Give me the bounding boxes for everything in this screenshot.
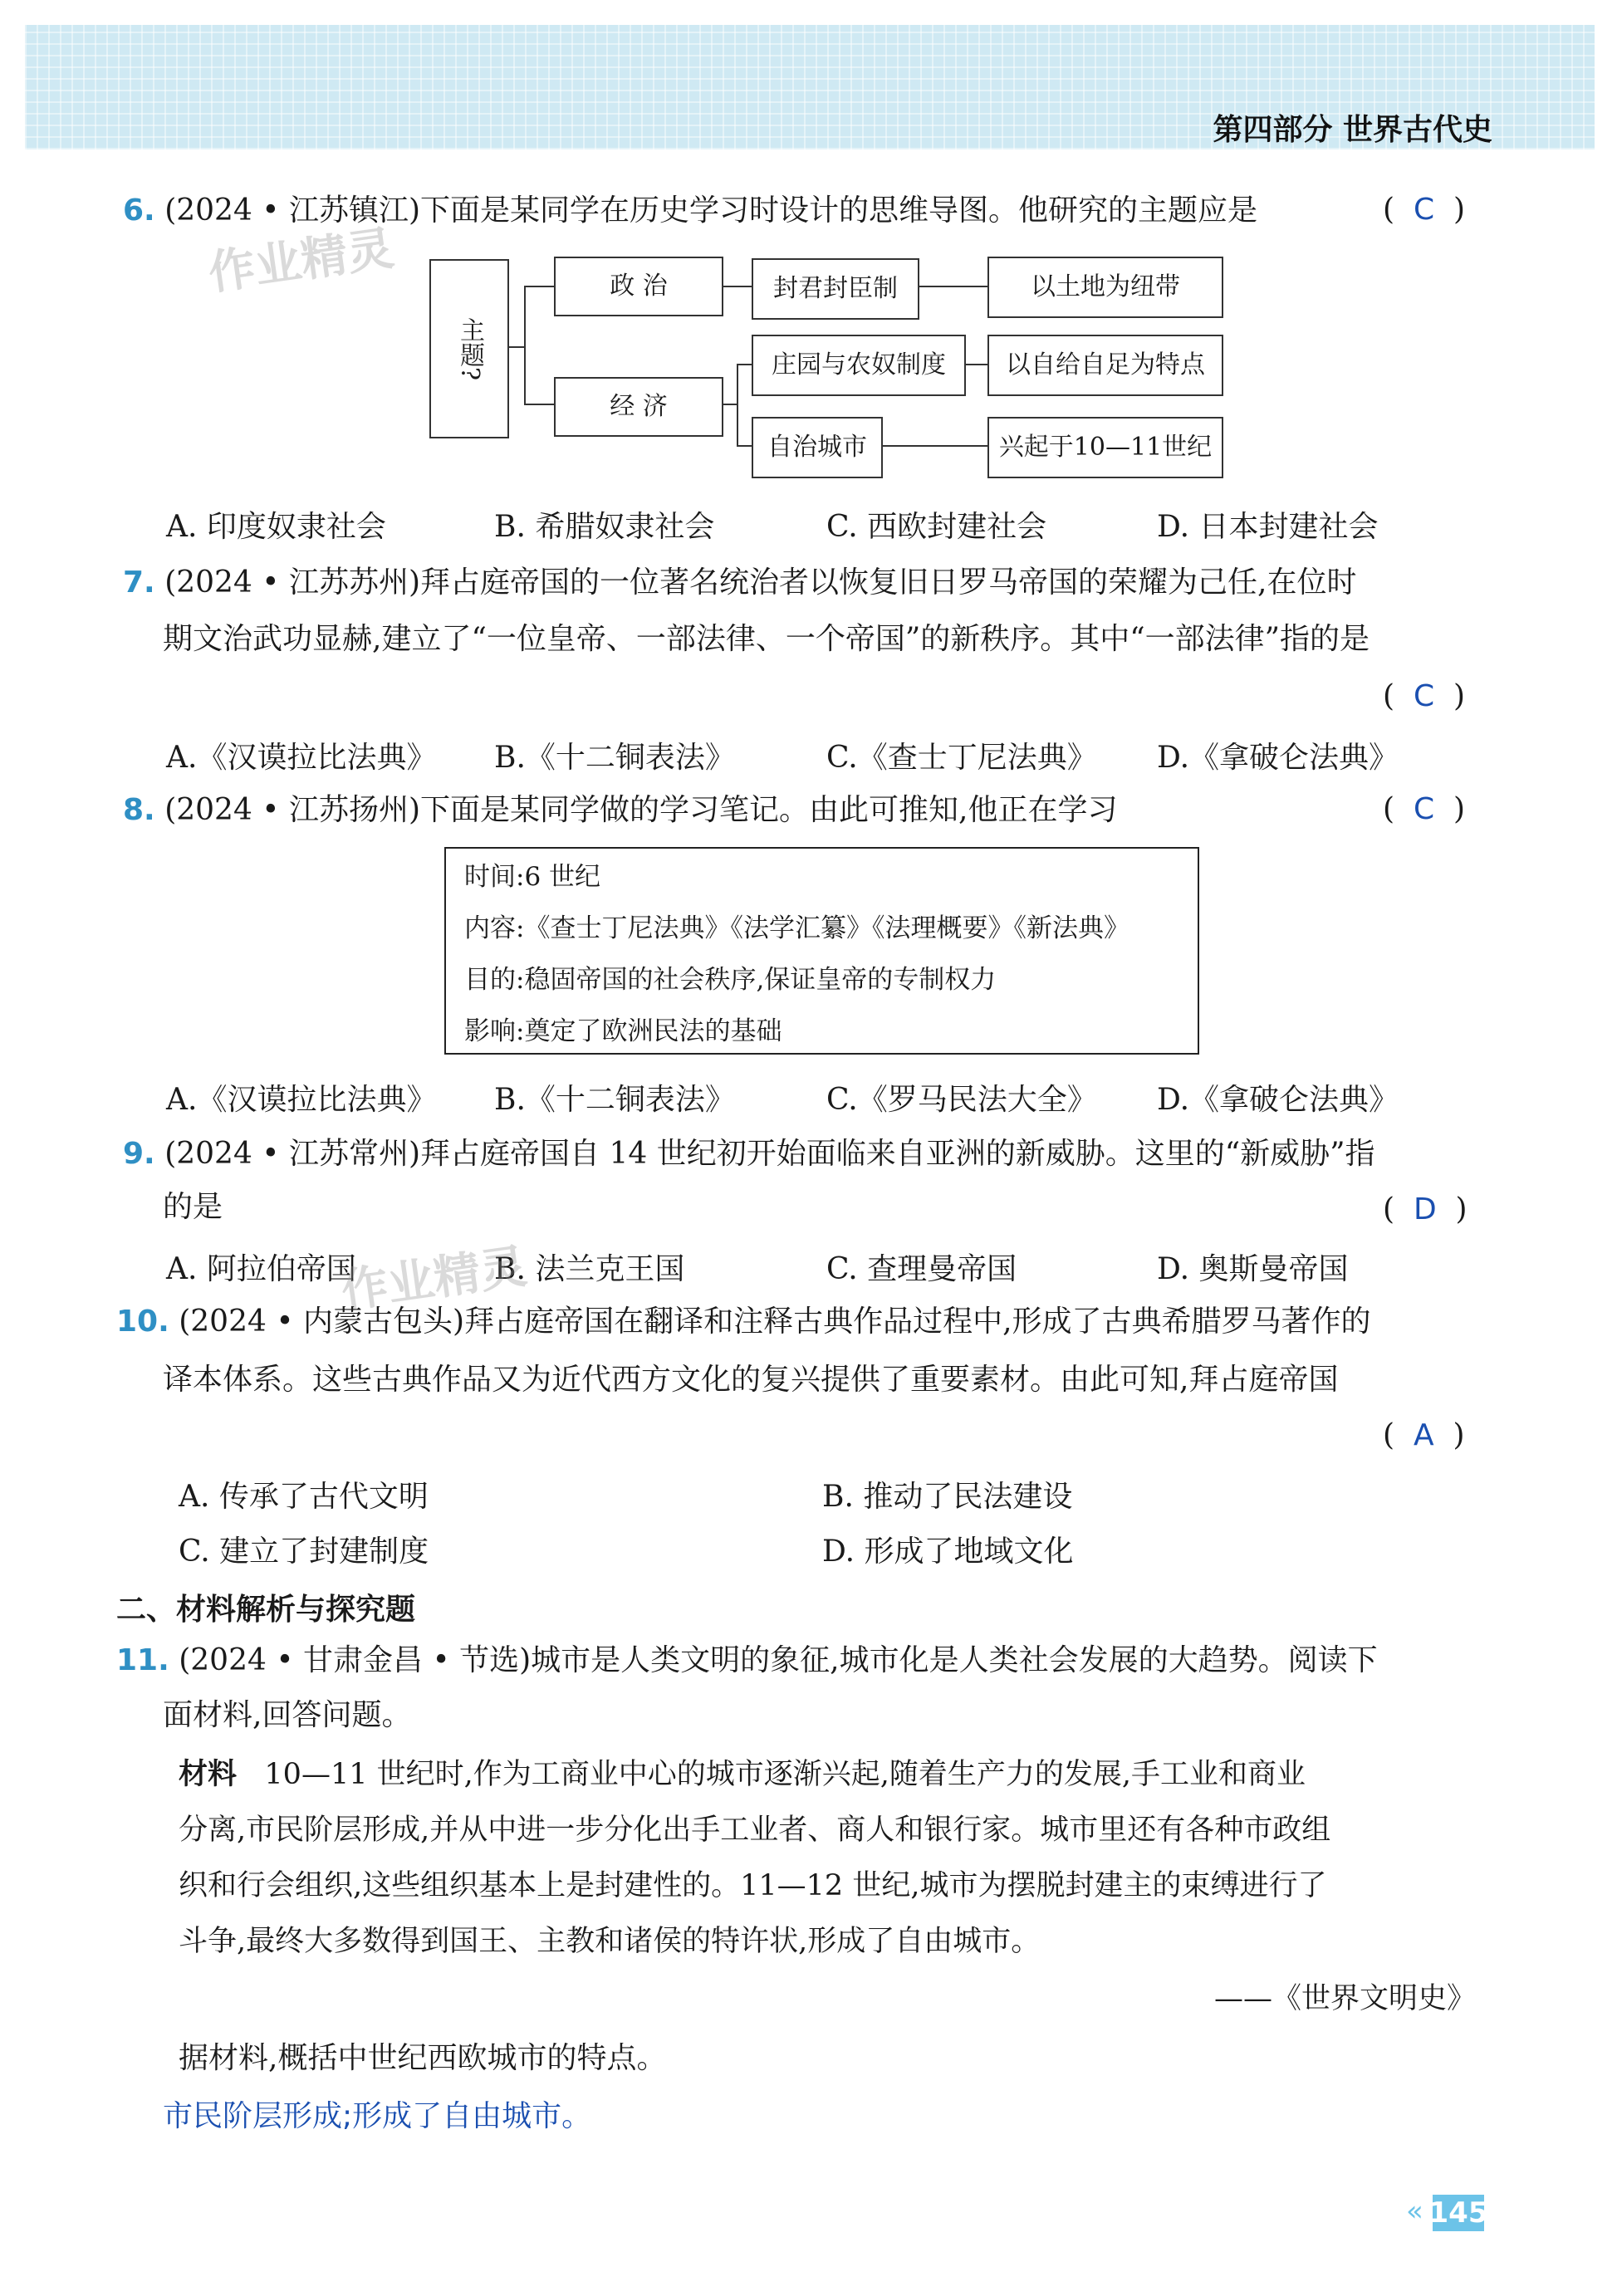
mindmap-node-city: 自治城市 [752,417,883,478]
page-number: 145 [1428,2196,1488,2230]
question-text-cont: 期文治武功显赫,建立了“一位皇帝、一部法律、一个帝国”的新秩序。其中“一部法律”指的是 [163,622,1370,656]
question-text-cont: 译本体系。这些古典作品又为近代西方文化的复兴提供了重要素材。由此可知,拜占庭帝国 [163,1363,1339,1397]
mindmap-connector [964,364,987,365]
answer-bracket: ( D ) [1383,1192,1468,1226]
mindmap-node-rise: 兴起于10—11世纪 [987,417,1223,478]
page-arrows: « [1406,2195,1423,2228]
question-text: (2024 • 江苏扬州)下面是某同学做的学习笔记。由此可推知,他正在学习 [164,793,1118,827]
answer-choice: A [1413,1418,1434,1452]
question-text: (2024 • 江苏常州)拜占庭帝国自 14 世纪初开始面临来自亚洲的新威胁。这里的“新威胁”指 [164,1137,1375,1171]
option-d: D. 日本封建社会 [1157,510,1379,544]
mindmap-connector [524,404,554,405]
option-d: D. 奥斯曼帝国 [1157,1252,1349,1286]
mindmap-connector [737,364,752,365]
answer-choice: D [1413,1192,1437,1226]
answer-bracket: ( C ) [1383,792,1466,826]
answer-choice: C [1413,193,1435,227]
question-text: (2024 • 江苏苏州)拜占庭帝国的一位著名统治者以恢复旧日罗马帝国的荣耀为己任,在位时 [164,565,1357,600]
question-text: (2024 • 内蒙古包头)拜占庭帝国在翻译和注释古典作品过程中,形成了古典希腊罗马著作的 [179,1305,1371,1339]
option-a: A.《汉谟拉比法典》 [166,1083,437,1117]
option-d: D. 形成了地域文化 [822,1535,1074,1569]
note-content: 内容:《查士丁尼法典》《法学汇纂》《法理概要》《新法典》 [464,913,1129,943]
question-text: (2024 • 甘肃金昌 • 节选)城市是人类文明的象征,城市化是人类社会发展的大趋势。阅读下 [179,1643,1378,1677]
watermark: 作业精灵 [205,221,398,301]
answer-bracket: ( C ) [1383,193,1466,227]
option-d: D.《拿破仑法典》 [1157,1083,1399,1117]
question-number: 6. [123,193,155,228]
option-b: B. 推动了民法建设 [822,1480,1073,1514]
option-a: A. 阿拉伯帝国 [166,1252,356,1286]
answer-bracket: ( C ) [1383,679,1466,713]
option-c: C.《查士丁尼法典》 [826,741,1097,775]
handwritten-answer: 市民阶层形成;形成了自由城市。 [163,2099,592,2133]
option-c: C.《罗马民法大全》 [826,1083,1097,1117]
note-impact: 影响:奠定了欧洲民法的基础 [464,1016,782,1046]
option-b: B.《十二铜表法》 [494,1083,735,1117]
option-b: B. 希腊奴隶社会 [494,510,715,544]
question-9 [123,1136,1375,1172]
question-number: 10. [116,1305,169,1339]
mindmap-node-politics: 政 治 [554,257,723,316]
material-text: 分离,市民阶层形成,并从中进一步分化出手工业者、商人和银行家。城市里还有各种市政组 [179,1814,1331,1847]
material-line [179,1756,1306,1793]
question-6 [123,193,1257,229]
material-text: 斗争,最终大多数得到国王、主教和诸侯的特许状,形成了自由城市。 [179,1925,1041,1958]
mindmap-connector [524,286,554,287]
mindmap-node-land: 以土地为纽带 [987,257,1223,318]
option-c: C. 查理曼帝国 [826,1252,1017,1286]
option-d: D.《拿破仑法典》 [1157,741,1399,775]
question-prompt: 据材料,概括中世纪西欧城市的特点。 [179,2041,667,2075]
section-heading: 二、材料解析与探究题 [116,1593,416,1627]
mindmap-connector [737,445,752,447]
material-text: 10—11 世纪时,作为工商业中心的城市逐渐兴起,随着生产力的发展,手工业和商业 [264,1758,1306,1791]
option-a: A. 印度奴隶社会 [166,510,386,544]
question-number: 11. [116,1643,169,1677]
note-purpose: 目的:稳固帝国的社会秩序,保证皇帝的专制权力 [464,965,997,995]
mindmap-node-selfsuff: 以自给自足为特点 [987,335,1223,396]
question-10 [116,1304,1371,1340]
question-number: 8. [123,793,155,827]
mindmap-node-economy: 经 济 [554,377,723,437]
option-b: B. 法兰克王国 [494,1252,685,1286]
option-c: C. 西欧封建社会 [826,510,1047,544]
mindmap-connector [722,286,752,287]
mindmap-connector [881,445,987,447]
question-text-cont: 的是 [163,1190,223,1224]
mindmap-connector [507,346,524,348]
mindmap-connector [524,286,526,404]
study-notes-box [444,847,1199,1055]
note-time: 时间:6 世纪 [464,862,601,892]
question-number: 7. [123,565,155,600]
mindmap-connector [918,286,987,287]
watermark: 作业精灵 [338,1239,531,1319]
mindmap-root: 主题? [429,259,509,438]
mindmap-connector [737,364,738,445]
option-b: B.《十二铜表法》 [494,741,735,775]
answer-bracket: ( A ) [1383,1418,1465,1452]
option-c: C. 建立了封建制度 [179,1535,429,1569]
mindmap-connector [722,404,737,405]
option-a: A.《汉谟拉比法典》 [166,741,437,775]
option-a: A. 传承了古代文明 [179,1480,429,1514]
answer-choice: C [1413,792,1435,826]
material-source: ——《世界文明史》 [1214,1982,1477,2015]
mindmap-node-feudal: 封君封臣制 [752,258,919,320]
question-text: (2024 • 江苏镇江)下面是某同学在历史学习时设计的思维导图。他研究的主题应是 [164,193,1258,228]
question-text-cont: 面材料,回答问题。 [163,1698,412,1732]
material-text: 织和行会组织,这些组织基本上是封建性的。11—12 世纪,城市为摆脱封建主的束缚进行了 [179,1869,1327,1902]
question-7 [123,565,1356,601]
question-number: 9. [123,1137,155,1171]
question-8 [123,792,1117,829]
mindmap-node-manor: 庄园与农奴制度 [752,335,966,396]
question-11 [116,1642,1378,1679]
material-label: 材料 [179,1758,238,1791]
answer-choice: C [1413,679,1435,713]
section-title: 第四部分 世界古代史 [1213,113,1492,147]
